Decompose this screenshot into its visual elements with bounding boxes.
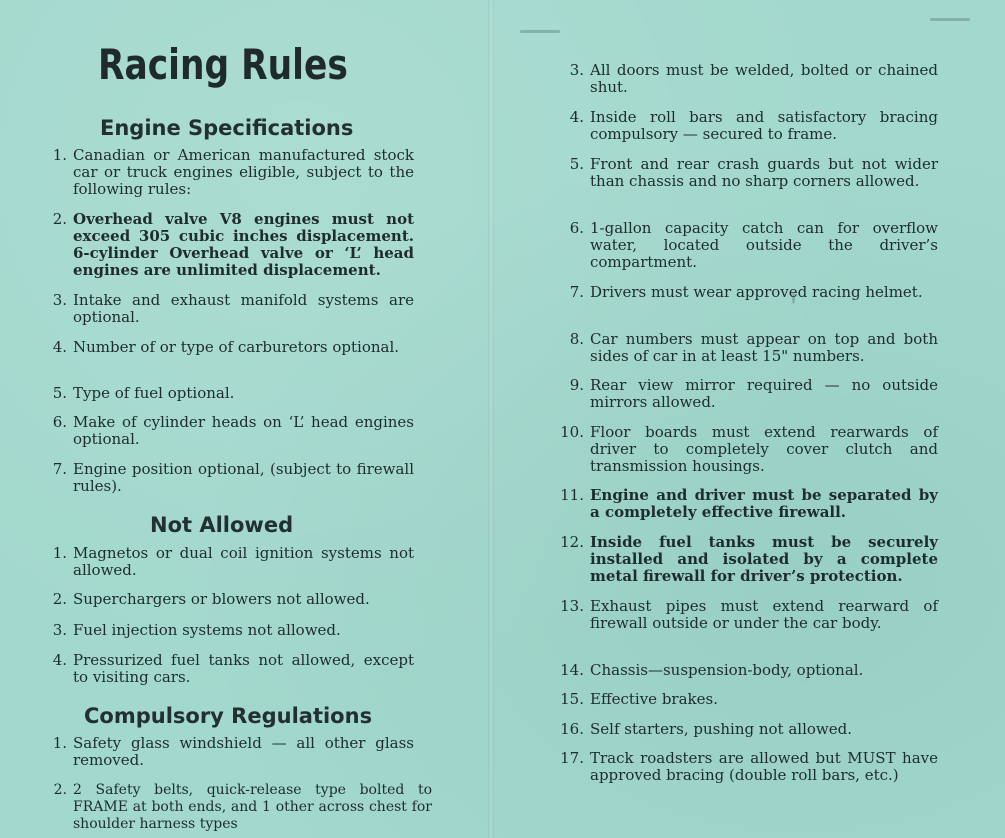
- rule-text: Rear view mirror required — no outside mirrors allowed.: [590, 376, 938, 411]
- rule-number: 1.: [52, 734, 67, 752]
- rule-text: Number of or type of carburetors optional.: [73, 338, 400, 356]
- rule-text: Front and rear crash guards but not wider than chassis and no sharp corners allowed.: [590, 155, 938, 190]
- page-title: Racing Rules: [98, 40, 348, 89]
- rule-text: Exhaust pipes must extend rearward of firewall outside or under the car body.: [590, 597, 938, 632]
- list-item: [48, 652, 414, 686]
- rule-number: 4.: [569, 108, 584, 126]
- list-item: [560, 377, 938, 411]
- list-item: [560, 691, 938, 708]
- rule-number: 3.: [52, 291, 67, 309]
- rule-text: Chassis—suspension-body, optional.: [590, 661, 864, 679]
- list-item: [560, 750, 938, 784]
- list-item: [560, 156, 938, 190]
- list-item: [48, 461, 414, 495]
- rule-text: Self starters, pushing not allowed.: [590, 720, 853, 738]
- rule-text: 1-gallon capacity catch can for overflow water, located outside the driver’s compartment.: [590, 219, 938, 271]
- rule-number: 5.: [52, 384, 67, 402]
- rule-text: Type of fuel optional.: [73, 384, 235, 402]
- rule-text: Effective brakes.: [590, 690, 718, 708]
- rule-number: 7.: [52, 460, 67, 478]
- list-item: [48, 292, 414, 326]
- rule-text: Car numbers must appear on top and both sides of car in at least 15" numbers.: [590, 330, 938, 365]
- list-item: [560, 534, 938, 585]
- list-item: [560, 721, 938, 738]
- rule-text: Magnetos or dual coil ignition systems not allowed.: [73, 544, 414, 579]
- paper-speck: [520, 30, 560, 33]
- rule-number: 1.: [52, 146, 67, 164]
- list-item: [48, 414, 414, 448]
- rule-text: Pressurized fuel tanks not allowed, except to visiting cars.: [73, 651, 414, 686]
- list-item: [560, 331, 938, 365]
- rule-number: 6.: [569, 219, 584, 237]
- engine-specifications-heading: Engine Specifications: [100, 116, 354, 140]
- list-item: [48, 545, 414, 579]
- rule-number: 2.: [52, 590, 67, 608]
- paper-speck: [930, 18, 970, 21]
- rule-text: Superchargers or blowers not allowed.: [73, 590, 370, 608]
- list-item: [560, 109, 938, 143]
- rule-number: 4.: [52, 651, 67, 669]
- rule-text: Safety glass windshield — all other glass removed.: [73, 734, 414, 769]
- rule-number: 10.: [560, 423, 584, 441]
- rule-text: Canadian or American manufactured stock car or truck engines eligible, subject to the following rules:: [73, 146, 414, 198]
- compulsory-regulations-heading: Compulsory Regulations: [84, 704, 373, 728]
- list-item: [48, 211, 414, 279]
- page-fold: [488, 0, 494, 838]
- rule-number: 17.: [560, 749, 584, 767]
- list-item: [560, 662, 938, 679]
- rule-number: 3.: [569, 61, 584, 79]
- list-item: [48, 339, 414, 356]
- rule-number: 2.: [52, 210, 67, 228]
- rule-text: Intake and exhaust manifold systems are optional.: [73, 291, 414, 326]
- rule-text: Make of cylinder heads on ‘L’ head engines optional.: [73, 413, 414, 448]
- rule-number: 11.: [560, 486, 584, 504]
- rule-text: Track roadsters are allowed but MUST have approved bracing (double roll bars, etc.): [590, 749, 938, 784]
- rule-number: 12.: [560, 533, 584, 551]
- list-item: [560, 62, 938, 96]
- rule-number: 2.: [53, 782, 67, 798]
- rule-number: 1.: [52, 544, 67, 562]
- rule-text: Overhead valve V8 engines must not exceed 305 cubic inches displacement. 6-cylinder Overhead valve or ‘L’ head engines are unlimited displacement.: [73, 210, 414, 279]
- rule-number: 3.: [52, 621, 67, 639]
- rule-number: 6.: [52, 413, 67, 431]
- rule-number: 15.: [560, 690, 584, 708]
- rule-number: 16.: [560, 720, 584, 738]
- rule-number: 7.: [569, 283, 584, 301]
- list-item: [560, 424, 938, 475]
- list-item: [48, 735, 414, 769]
- list-item: [560, 284, 938, 301]
- rule-number: 9.: [569, 376, 584, 394]
- list-item: [48, 782, 432, 833]
- rule-number: 13.: [560, 597, 584, 615]
- list-item: [560, 220, 938, 271]
- list-item: [48, 147, 414, 198]
- list-item: [560, 487, 938, 521]
- list-item: [560, 598, 938, 632]
- list-item: [48, 385, 414, 402]
- rule-text: 2 Safety belts, quick-release type bolted to FRAME at both ends, and 1 other across chest for shoulder harness types: [73, 782, 432, 832]
- not-allowed-heading: Not Allowed: [150, 513, 294, 537]
- rule-number: 5.: [569, 155, 584, 173]
- rule-text: Drivers must wear approved racing helmet.: [590, 283, 923, 301]
- list-item: [48, 591, 414, 608]
- list-item: [48, 622, 414, 639]
- rule-text: Inside roll bars and satisfactory bracing compulsory — secured to frame.: [590, 108, 938, 143]
- rule-number: 8.: [569, 330, 584, 348]
- rule-number: 14.: [560, 661, 584, 679]
- rule-text: Floor boards must extend rearwards of driver to completely cover clutch and transmission housings.: [590, 423, 938, 475]
- rule-text: All doors must be welded, bolted or chained shut.: [590, 61, 938, 96]
- rule-text: Fuel injection systems not allowed.: [73, 621, 341, 639]
- rule-text: Engine and driver must be separated by a completely effective firewall.: [590, 486, 938, 521]
- rule-text: Engine position optional, (subject to firewall rules).: [73, 460, 414, 495]
- rule-text: Inside fuel tanks must be securely installed and isolated by a complete metal firewall for driver’s protection.: [590, 533, 938, 585]
- rule-number: 4.: [52, 338, 67, 356]
- paper-speck: [792, 292, 795, 304]
